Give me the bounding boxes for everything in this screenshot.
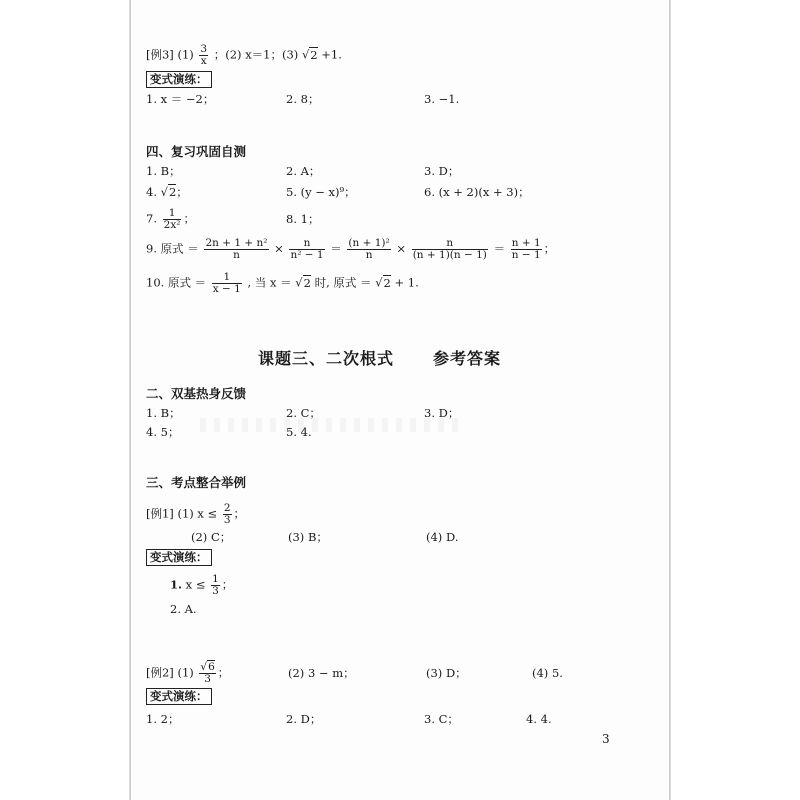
variant2-answer-1: 1. 2； xyxy=(146,712,180,726)
answer-1: 1. x ＝ −2； xyxy=(146,92,215,106)
sqrt-sign: √ xyxy=(160,185,168,199)
fraction-2-over-3: $\frac{2}{3}$ xyxy=(223,502,231,526)
review-answer-5: 5. (y − x)⁹； xyxy=(286,185,356,199)
variant-practice-label: 变式演练： xyxy=(146,71,212,88)
sqrt-sign: √ xyxy=(301,47,310,62)
review-answer-10: 10. 原式 ＝ $\frac{1}{x - 1}$ , 当 x ＝ √2 时, 原式 ＝ √2 + 1. xyxy=(146,271,419,295)
example-2-part4: (4) 5. xyxy=(532,666,563,680)
example-1-part3: (3) B； xyxy=(288,530,328,544)
example-3-tail: +1. xyxy=(321,47,342,62)
variant2-answer-3: 3. C； xyxy=(424,712,459,726)
fraction-9c: $\frac{\text{(n + 1)²}}{n}$ xyxy=(348,237,390,261)
fraction-9b: $\frac{n}{\text{n² − 1}}$ xyxy=(290,237,324,261)
review-answer-2: 2. A； xyxy=(286,164,321,178)
review-answer-1: 1. B； xyxy=(146,164,181,178)
page-edge-left xyxy=(130,0,131,800)
fraction-9e: $\frac{n + 1}{n - 1}$ xyxy=(511,237,541,261)
chapter-title: 课题三、二次根式 xyxy=(258,349,395,368)
fraction-1-over-x-1: $\frac{1}{x - 1}$ xyxy=(212,271,241,295)
fraction-9a: $\frac{\text{2n + 1 + n²}}{n}$ xyxy=(205,237,268,261)
review-answer-9: 9. 原式 ＝ $\frac{\text{2n + 1 + n²}}{n}$ × $\frac{n}{\text{n² − 1}}$ ＝ $\frac{\text{(n + 1)²}}{n}$ × $\frac{n}{(n + 1)(n - 1)}$ ＝ $\frac{n + 1}{n - 1}$ ； xyxy=(146,237,556,261)
example-3-line xyxy=(146,44,342,67)
basics-answer-3: 3. D； xyxy=(424,406,460,420)
bleed-through-text xyxy=(200,418,460,432)
example-3-part1: (1) xyxy=(177,47,194,62)
example-2-label: [例2] xyxy=(146,665,174,680)
fraction-1-over-3: $\frac{1}{3}$ xyxy=(212,573,219,597)
page-number: 3 xyxy=(602,732,610,746)
example-1-label: [例1] xyxy=(146,506,174,521)
sqrt-sign: √ xyxy=(375,275,383,290)
review-answer-7: 7. $\frac{1}{\text{2x²}}$ ； xyxy=(146,207,195,231)
examples-heading: 三、考点整合举例 xyxy=(146,475,247,490)
basics-heading: 二、双基热身反馈 xyxy=(146,386,247,401)
basics-answer-2: 2. C； xyxy=(286,406,321,420)
example-2-part3: (3) D； xyxy=(426,666,467,680)
sqrt-sign: √ xyxy=(295,275,303,290)
sqrt-sign: √ xyxy=(200,661,208,673)
variant-answer-1: 1. x ≤ $\frac{1}{3}$ ； xyxy=(170,573,234,597)
example-1-part2: (2) C； xyxy=(191,530,232,544)
answer-3: 3. −1. xyxy=(424,92,460,106)
basics-answer-4: 4. 5； xyxy=(146,425,180,439)
review-answer-8: 8. 1； xyxy=(286,212,320,226)
fraction-3-over-x: $\frac{3}{x}$ xyxy=(200,43,208,67)
fraction-1-over-2x2: $\frac{1}{\text{2x²}}$ xyxy=(163,207,181,231)
variant-practice-label-3: 变式演练： xyxy=(146,688,212,705)
review-answer-6: 6. (x + 2)(x + 3)； xyxy=(424,185,530,199)
basics-answer-5: 5. 4. xyxy=(286,425,312,439)
answer-2: 2. 8； xyxy=(286,92,320,106)
review-heading: 四、复习巩固自测 xyxy=(146,144,247,159)
example-3-part2: ；(2) x＝1；(3) xyxy=(213,47,299,62)
page-edge-right xyxy=(669,0,670,800)
example-1-line: [例1] (1) x ≤ $\frac{2}{3}$ ； xyxy=(146,502,246,526)
variant2-answer-2: 2. D； xyxy=(286,712,322,726)
basics-answer-1: 1. B； xyxy=(146,406,181,420)
variant-answer-2: 2. A. xyxy=(170,602,197,616)
sqrt-radicand: 2 xyxy=(310,47,318,62)
example-3-label: [例3] xyxy=(146,47,174,62)
example-2-line: [例2] (1) $\frac{√6}{3}$ ； xyxy=(146,661,230,685)
review-answer-4: 4. √2； xyxy=(146,185,188,199)
example-2-part2: (2) 3 − m； xyxy=(288,666,355,680)
example-1-part4: (4) D. xyxy=(426,530,459,544)
fraction-sqrt6-over-3: $\frac{√6}{3}$ xyxy=(200,661,215,685)
variant-practice-label-2: 变式演练： xyxy=(146,549,212,566)
variant2-answer-4: 4. 4. xyxy=(526,712,552,726)
fraction-9d: $\frac{n}{(n + 1)(n - 1)}$ xyxy=(412,237,487,261)
review-answer-3: 3. D； xyxy=(424,164,460,178)
answer-key-title: 参考答案 xyxy=(433,349,502,368)
